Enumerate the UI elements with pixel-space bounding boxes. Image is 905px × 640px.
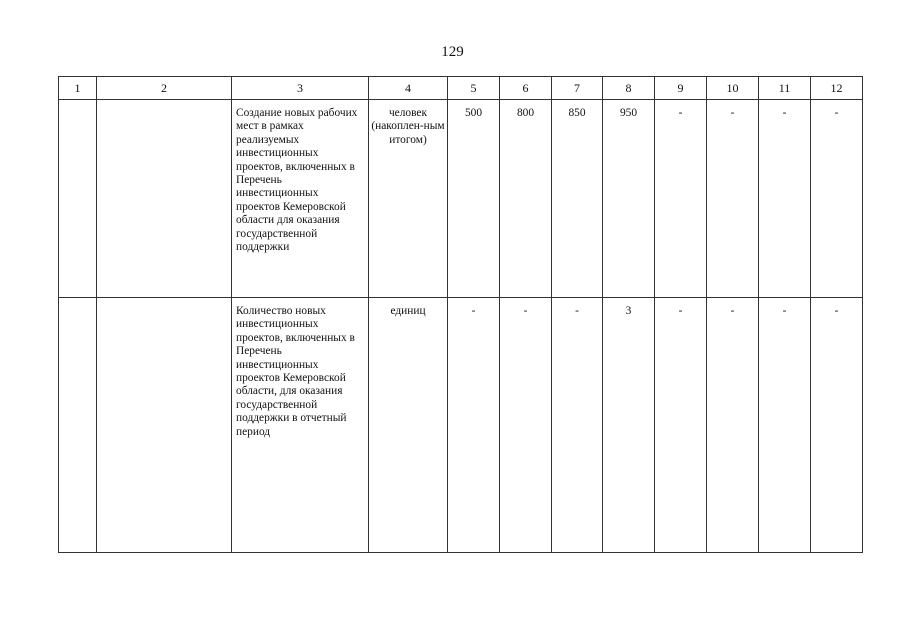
column-header: 4 bbox=[369, 77, 448, 100]
value-cell: - bbox=[552, 298, 603, 553]
table-header-row bbox=[59, 77, 863, 100]
indicator-name-cell: Количество новых инвестиционных проектов, включенных в Перечень инвестиционных проектов Кемеровской области, для оказания государственной поддержки в отчетный период bbox=[232, 298, 369, 553]
column-header: 8 bbox=[603, 77, 655, 100]
column-header: 10 bbox=[707, 77, 759, 100]
value-cell: 800 bbox=[500, 100, 552, 298]
value-cell: 850 bbox=[552, 100, 603, 298]
value-cell: - bbox=[811, 298, 863, 553]
column-header: 6 bbox=[500, 77, 552, 100]
page-number: 129 bbox=[441, 44, 464, 60]
column-header: 3 bbox=[232, 77, 369, 100]
value-cell: - bbox=[707, 298, 759, 553]
value-cell: - bbox=[655, 298, 707, 553]
value-cell: - bbox=[759, 100, 811, 298]
value-cell: 3 bbox=[603, 298, 655, 553]
column-header: 7 bbox=[552, 77, 603, 100]
column-header: 1 bbox=[59, 77, 97, 100]
value-cell: - bbox=[759, 298, 811, 553]
column-header: 9 bbox=[655, 77, 707, 100]
column-header: 2 bbox=[97, 77, 232, 100]
unit-cell: человек (накоплен-ным итогом) bbox=[369, 100, 448, 298]
indicators-table bbox=[58, 76, 863, 553]
value-cell: - bbox=[707, 100, 759, 298]
table-cell bbox=[59, 100, 97, 298]
value-cell: - bbox=[500, 298, 552, 553]
value-cell: - bbox=[811, 100, 863, 298]
table-cell bbox=[59, 298, 97, 553]
table-row bbox=[59, 100, 863, 298]
indicator-name-cell: Создание новых рабочих мест в рамках реализуемых инвестиционных проектов, включенных в Перечень инвестиционных проектов Кемеровской области для оказания государственной поддержки bbox=[232, 100, 369, 298]
column-header: 11 bbox=[759, 77, 811, 100]
value-cell: 950 bbox=[603, 100, 655, 298]
table-cell bbox=[97, 100, 232, 298]
value-cell: 500 bbox=[448, 100, 500, 298]
value-cell: - bbox=[655, 100, 707, 298]
unit-cell: единиц bbox=[369, 298, 448, 553]
value-cell: - bbox=[448, 298, 500, 553]
column-header: 12 bbox=[811, 77, 863, 100]
table-row bbox=[59, 298, 863, 553]
table-cell bbox=[97, 298, 232, 553]
column-header: 5 bbox=[448, 77, 500, 100]
